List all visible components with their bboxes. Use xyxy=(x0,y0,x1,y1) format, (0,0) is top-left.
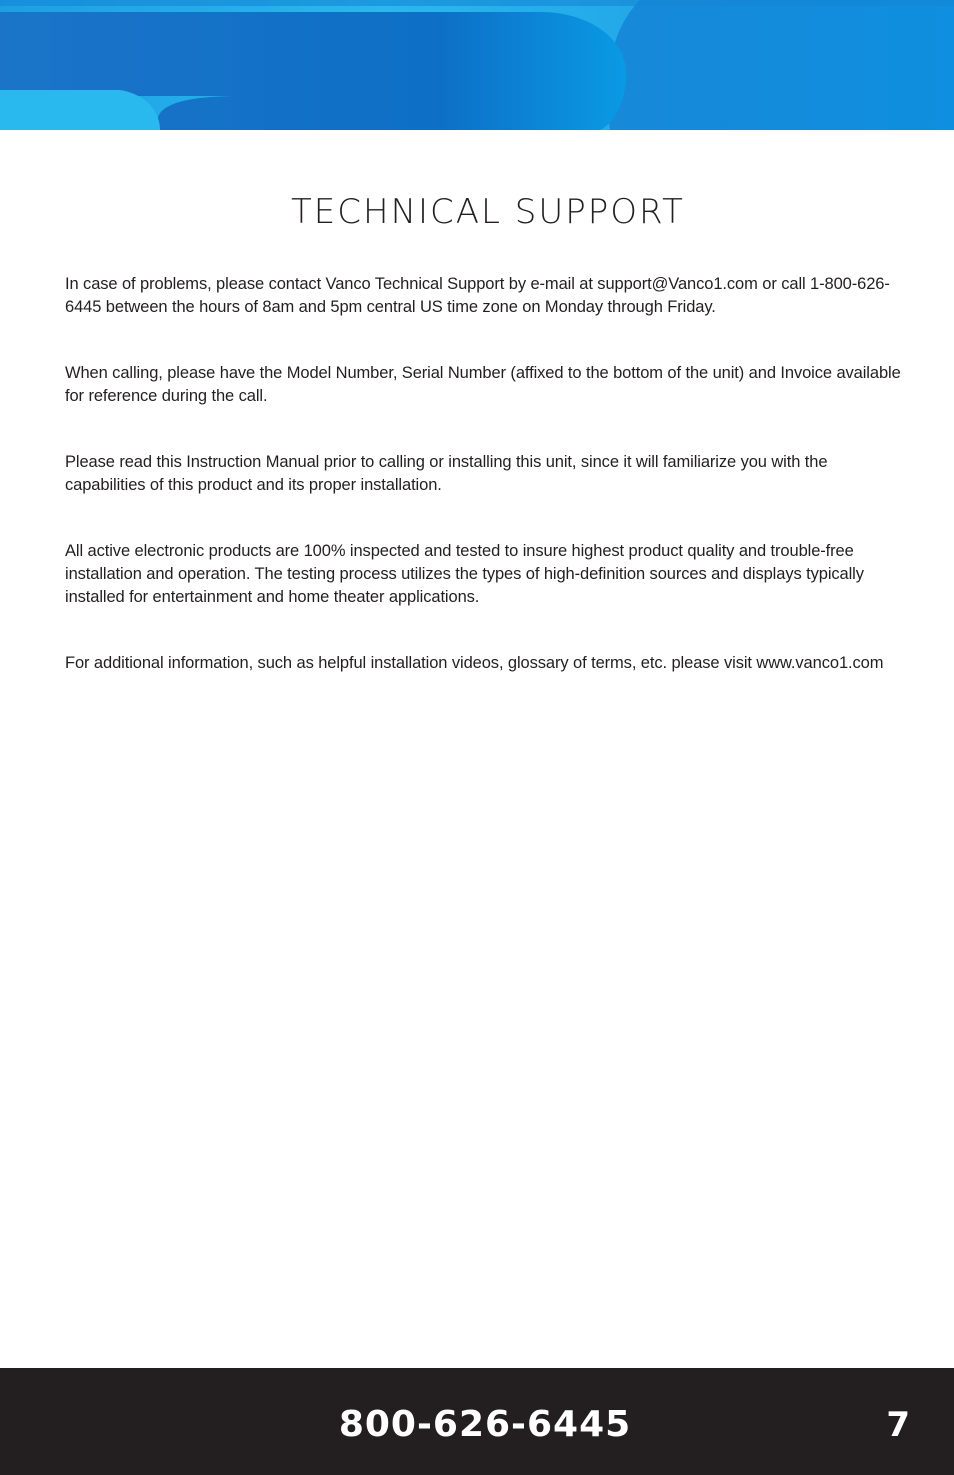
page-title: TECHNICAL SUPPORT xyxy=(291,192,685,232)
paragraph-contact: In case of problems, please contact Vanco Technical Support by e-mail at support@Vanco1.com or call 1-800-626-6445 between the hours of 8am and 5pm central US time zone on Monday through Friday. xyxy=(65,275,890,316)
paragraph-when-calling: When calling, please have the Model Number, Serial Number (affixed to the bottom of the unit) and Invoice available for reference during the call. xyxy=(65,364,901,405)
header-wave-graphic xyxy=(0,0,954,130)
header-band xyxy=(0,0,954,130)
body-copy xyxy=(65,273,911,718)
paragraph-additional-info: For additional information, such as helpful installation videos, glossary of terms, etc. please visit www.vanco1.com xyxy=(65,654,884,672)
paragraph-read-manual: Please read this Instruction Manual prior to calling or installing this unit, since it will familiarize you with the capabilities of this product and its proper installation. xyxy=(65,453,828,494)
footer-phone-number: 800-626-6445 xyxy=(338,1404,632,1445)
paragraph-testing: All active electronic products are 100% inspected and tested to insure highest product quality and trouble-free installation and operation. The testing process utilizes the types of high-definition sources and displays typically installed for entertainment and home theater applications. xyxy=(65,542,864,606)
page-number: 7 xyxy=(886,1405,910,1445)
